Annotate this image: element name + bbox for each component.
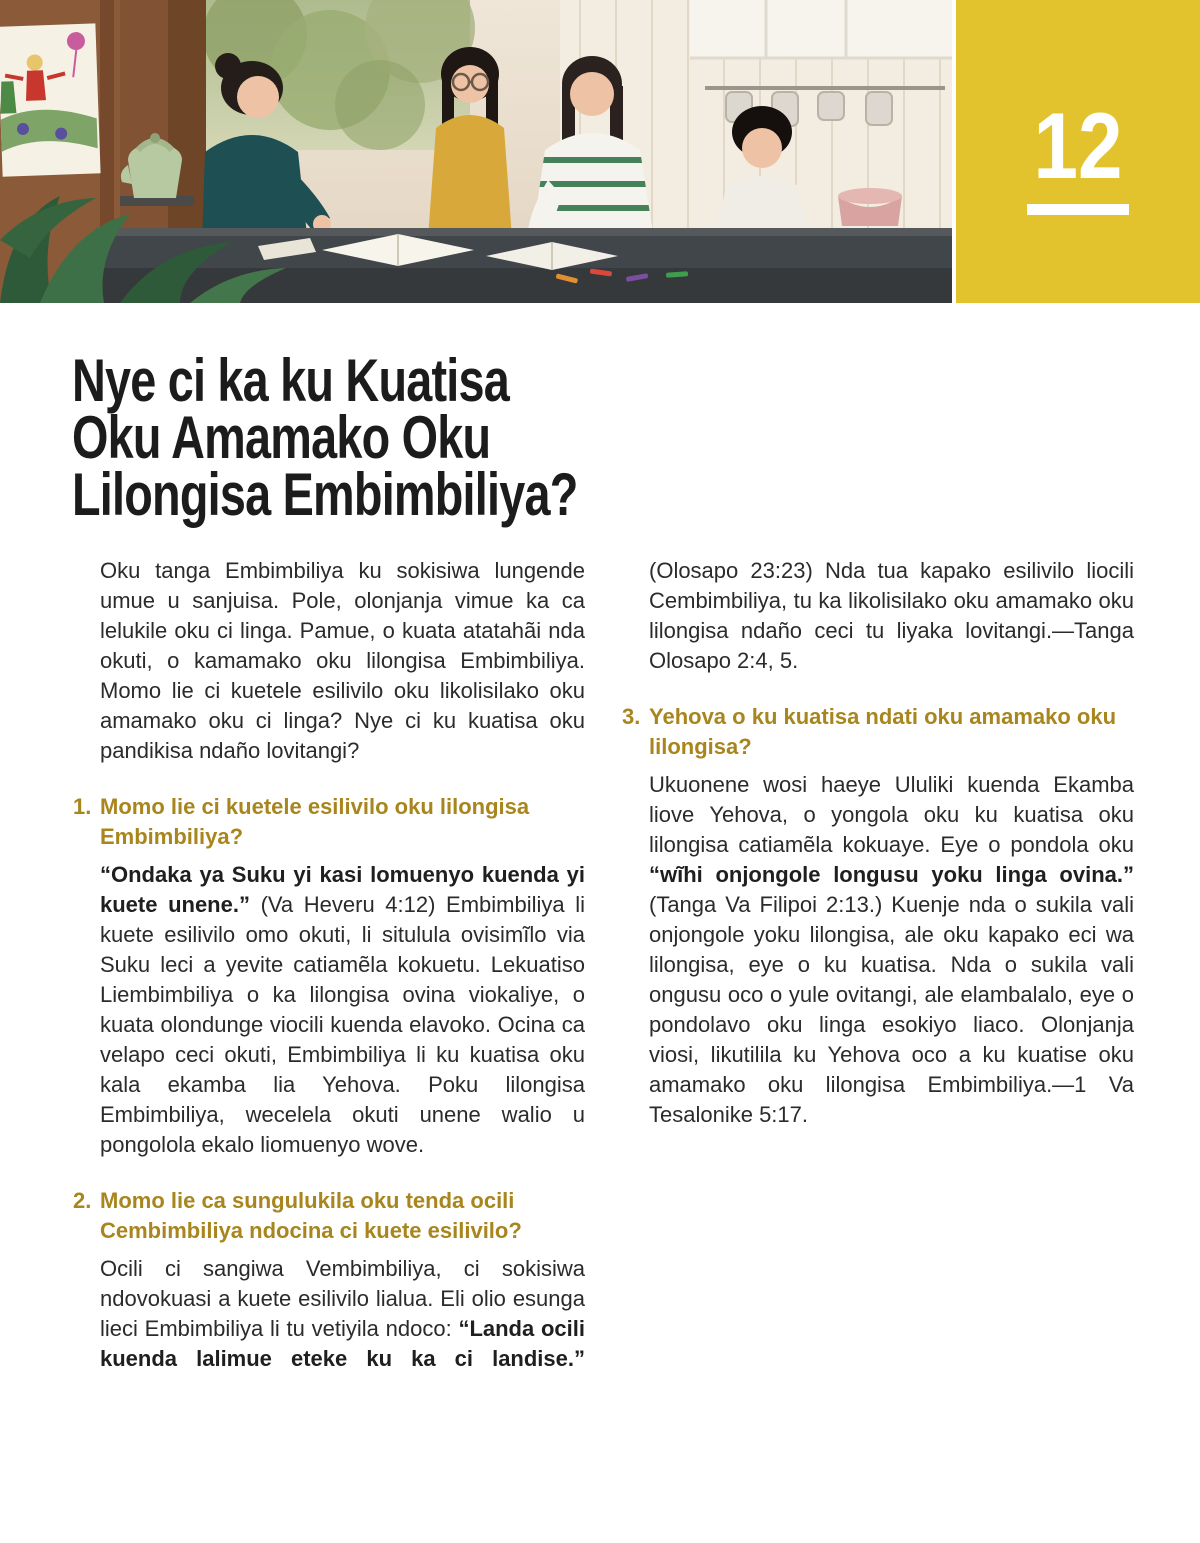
paragraph-text: Ukuonene wosi haeye Ululiki kuenda Ekamba liove Yehova, o yongola oku ku kuatisa oku lilongisa catiamẽla kokuaye. Eye o pondola oku [649,772,1134,857]
question-number: 2. [73,1188,92,1213]
page-title: Nye ci ka ku Kuatisa Oku Amamako Oku Lilongisa Embimbiliya? [72,347,578,528]
body-paragraph [649,770,1134,1130]
question-number: 3. [622,704,641,729]
body-paragraph [100,556,585,766]
question-text: Momo lie ci kuetele esilivilo oku lilongisa Embimbiliya? [100,794,530,849]
paragraph-text: Oku tanga Embimbiliya ku sokisiwa lungende umue u sanjuisa. Pole, olonjanja vimue ka ca lelukile oku ci linga. Pamue, o kuata atatahãi nda okuti, o kamamako oku lilongisa Embimbiliya. Momo lie ci kuetele esilivilo oku likolisilako oku amamako oku ci linga? Nye ci ku kuatisa oku pandikisa ndaño lovitangi? [100,558,585,763]
question-number: 1. [73,794,92,819]
paragraph-text: (Tanga Va Filipoi 2:13.) Kuenje nda o sukila vali onjongole yoku lilongisa, ale oku kapako eci wa lilongisa, eye o ku kuatisa. Nda o sukila vali ongusu oco o yule ovitangi, ale elambalalo, eye o pondolavo oku linga esokiyo liaco. Olonjanja viosi, likutilila ku Yehova oco a ku kuatise oku amamako oku lilongisa Embimbiliya.—1 Va Tesalonike 5:17. [649,892,1134,1127]
chapter-photo [0,0,952,303]
question-heading [622,702,1134,762]
question-heading [73,1186,585,1246]
paragraph-text: (Va Heveru 4:12) Embimbiliya li kuete esilivilo omo okuti, li situlula ovisimĩlo via Suku leci a yevite catiamẽla kokuetu. Lekuatiso Liembimbiliya o ka lilongisa ovina viokaliye, o kuata olondunge viocili kuenda elavoko. Ocina ca velapo ceci okuti, Embimbiliya li ku kuatisa oku kala ekamba lia Yehova. Poku lilongisa Embimbiliya, wecelela okuti unene walio u pongolola ekalo liomuenyo wove. [100,892,585,1157]
body-paragraph [100,1254,585,1374]
paragraph-text: Ocili ci sangiwa Vembimbiliya, ci sokisiwa ndovokuasi a kuete esilivilo lialua. Eli olio esunga lieci Embimbiliya li tu vetiyila ndoco: [100,1256,585,1341]
column-left [73,556,585,1374]
body-paragraph [100,860,585,1160]
paragraph-text: (Olosapo 23:23) Nda tua kapako esilivilo liocili Cembimbiliya, tu ka likolisilako oku amamako oku lilongisa ndaño ceci tu liyaka lovitangi.—Tanga Olosapo 2:4, 5. [649,558,1134,673]
lesson-number-badge [956,0,1200,303]
question-heading [73,792,585,852]
question-text: Momo lie ca sungulukila oku tenda ocili Cembimbiliya ndocina ci kuete esilivilo? [100,1188,522,1243]
scripture-quote-bold: “Landa ocili kuenda lalimue eteke ku ka ci landise.” [100,1316,585,1371]
chapter-photo-illustration [0,0,952,303]
scripture-quote-bold: “wĩhi onjongole longusu yoku linga ovina.” [649,862,1134,887]
question-text: Yehova o ku kuatisa ndati oku amamako oku lilongisa? [649,704,1117,759]
lesson-number-rule [1027,204,1129,215]
scripture-quote-bold: “Ondaka ya Suku yi kasi lomuenyo kuenda yi kuete unene.” [100,862,585,917]
column-right [622,556,1134,1130]
lesson-number: 12 [1033,93,1123,198]
body-paragraph [649,556,1134,676]
